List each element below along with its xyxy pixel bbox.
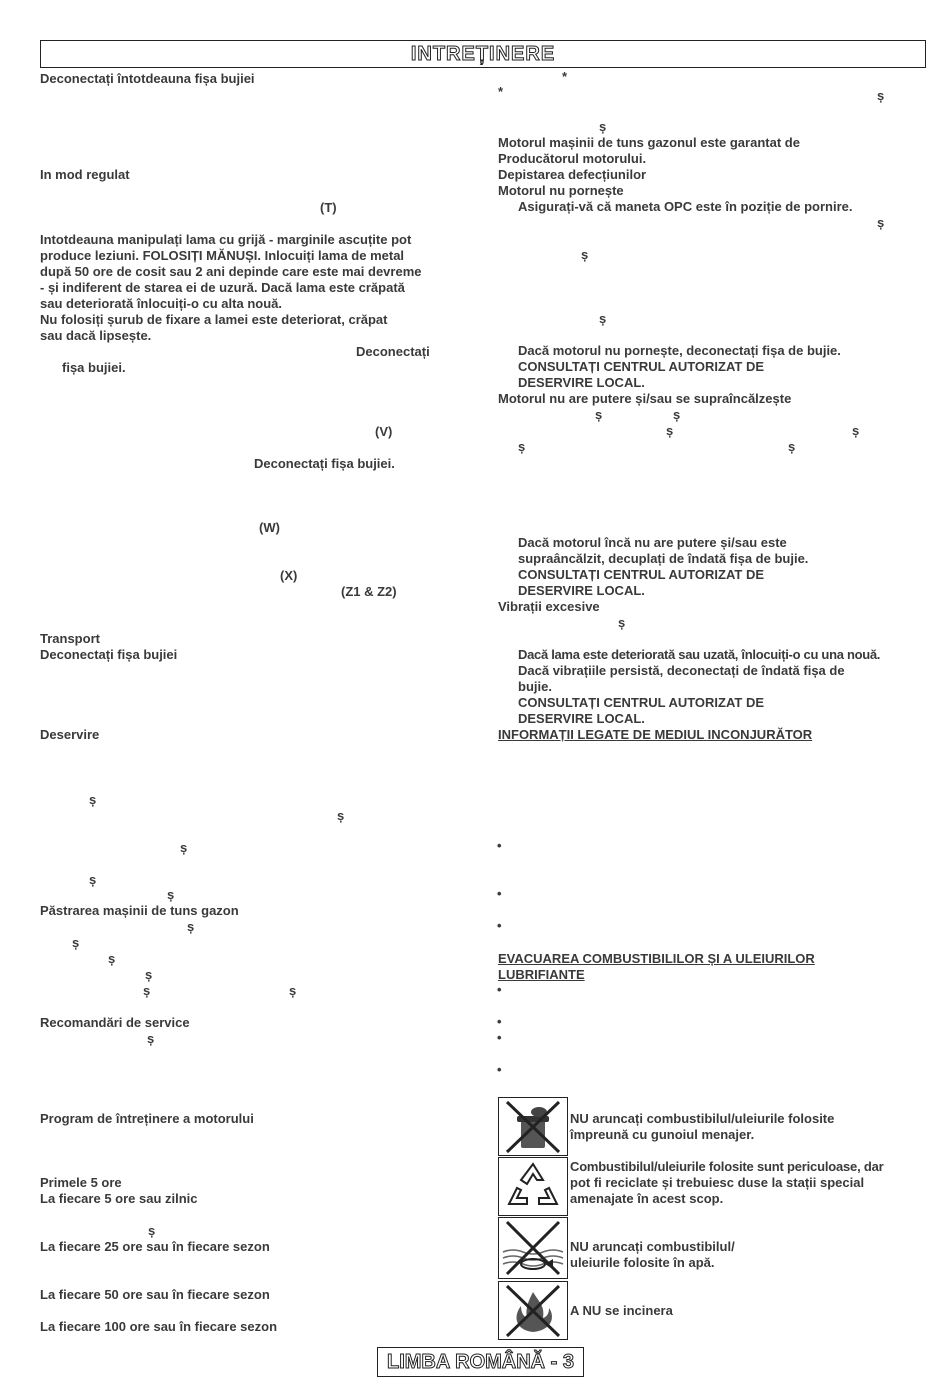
opc-note: Asigurați-vă că maneta OPC este în poziție de pornire. (518, 199, 853, 214)
char-fragment: ș (599, 311, 607, 326)
consult-line-1: CONSULTAȚI CENTRUL AUTORIZAT DE (518, 567, 765, 582)
char-fragment: ș (89, 872, 97, 887)
char-fragment: ș (581, 247, 589, 262)
warning-2-line-3: amenajate în acest scop. (570, 1191, 724, 1206)
no-burning-icon (498, 1281, 568, 1340)
blade-advice: Dacă lama este deteriorată sau uzată, înlocuiți-o cu una nouă. (518, 647, 881, 662)
storage-heading: Păstrarea mașinii de tuns gazon (40, 903, 239, 918)
blade-line: Nu folosiți șurub de fixare a lamei este deteriorat, crăpat (40, 312, 388, 327)
disposal-heading-2: LUBRIFIANTE (498, 967, 585, 982)
char-fragment: ș (148, 1223, 156, 1238)
no-trash-bin-icon (498, 1097, 568, 1156)
disconnect-label: Deconectați (356, 344, 430, 359)
blade-line: Intotdeauna manipulați lama cu grijă - marginile ascuțite pot (40, 232, 412, 247)
char-fragment: ș (877, 215, 885, 230)
char-fragment: ș (788, 439, 796, 454)
no-start-heading: Motorul nu pornește (498, 183, 624, 198)
warranty-line-1: Motorul mașinii de tuns gazonul este garantat de (498, 135, 800, 150)
bullet: • (497, 1014, 502, 1029)
char-fragment: ș (289, 983, 297, 998)
first-5-hours: Primele 5 ore (40, 1175, 122, 1190)
char-fragment: ș (618, 615, 626, 630)
warning-4: A NU se incinera (570, 1303, 673, 1318)
every-50-hours: La fiecare 50 ore sau în fiecare sezon (40, 1287, 270, 1302)
char-fragment: ș (599, 119, 607, 134)
char-fragment: ș (666, 423, 674, 438)
consult-line-1: CONSULTAȚI CENTRUL AUTORIZAT DE (518, 359, 765, 374)
recycle-icon (498, 1157, 568, 1216)
char-fragment: ș (877, 88, 885, 103)
char-fragment: ș (108, 951, 116, 966)
blade-line: produce leziuni. FOLOSIȚI MĂNUȘI. Inlocuiți lama de metal (40, 248, 405, 263)
consult-line-1: CONSULTAȚI CENTRUL AUTORIZAT DE (518, 695, 765, 710)
environment-heading: INFORMAȚII LEGATE DE MEDIUL INCONJURĂTOR (498, 727, 813, 742)
warning-3-line-1: NU aruncați combustibilul/ (570, 1239, 735, 1254)
spark-plug-label: fișa bujiei. (62, 360, 126, 375)
warning-1-line-1: NU aruncați combustibilul/uleiurile folosite (570, 1111, 835, 1126)
warning-3-line-2: uleiurile folosite în apă. (570, 1255, 715, 1270)
footnote-star: * (498, 84, 504, 99)
char-fragment: ș (180, 840, 188, 855)
vibration-advice-1: Dacă vibrațiile persistă, deconectați de îndată fișa de (518, 663, 845, 678)
char-fragment: ș (167, 887, 175, 902)
consult-line-2: DESERVIRE LOCAL. (518, 711, 645, 726)
every-5-hours: La fiecare 5 ore sau zilnic (40, 1191, 198, 1206)
bullet: • (497, 982, 502, 997)
blade-line: după 50 ore de cosit sau 2 ani depinde care este mai devreme (40, 264, 422, 279)
warning-2-line-1: Combustibilul/uleiurile folosite sunt periculoase, dar (570, 1159, 884, 1174)
char-fragment: ș (143, 983, 151, 998)
char-fragment: ș (337, 808, 345, 823)
char-fragment: ș (145, 967, 153, 982)
blade-paragraph (40, 232, 422, 344)
consult-line-2: DESERVIRE LOCAL. (518, 583, 645, 598)
ref-v: (V) (375, 424, 393, 439)
transport-heading: Transport (40, 631, 100, 646)
maintenance-schedule-heading: Program de întreținere a motorului (40, 1111, 254, 1126)
blade-line: - și indiferent de starea ei de uzură. Dacă lama este crăpată (40, 280, 405, 295)
power-advice-2: supraâncălzit, decuplați de îndată fișa de bujie. (518, 551, 809, 566)
disconnect-note-2: Deconectați fișa bujiei. (254, 456, 395, 471)
service-heading: Deservire (40, 727, 100, 742)
char-fragment: ș (673, 407, 681, 422)
no-water-dumping-icon (498, 1217, 568, 1279)
bullet: • (497, 1062, 502, 1077)
power-advice-1: Dacă motorul încă nu are putere și/sau este (518, 535, 787, 550)
ref-x: (X) (280, 568, 298, 583)
regularly-heading: In mod regulat (40, 167, 130, 182)
bullet: • (497, 1030, 502, 1045)
ref-t: (T) (320, 200, 337, 215)
vibration-advice-2: bujie. (518, 679, 552, 694)
disconnect-note: Deconectați întotdeauna fișa bujiei (40, 71, 255, 86)
power-overheat-heading: Motorul nu are putere și/sau se supraîncălzește (498, 391, 792, 406)
char-fragment: ș (72, 935, 80, 950)
disposal-heading-1: EVACUAREA COMBUSTIBILILOR ȘI A ULEIURILOR (498, 951, 815, 966)
bullet: • (497, 886, 502, 901)
char-fragment: ș (147, 1031, 155, 1046)
footnote-star: * (562, 69, 568, 84)
char-fragment: ș (852, 423, 860, 438)
blade-line: sau dacă lipsește. (40, 328, 152, 343)
char-fragment: ș (518, 439, 526, 454)
page-footer: LIMBA ROMÂNĂ - 3 (377, 1347, 584, 1377)
transport-note: Deconectați fișa bujiei (40, 647, 178, 662)
every-100-hours: La fiecare 100 ore sau în fiecare sezon (40, 1319, 278, 1334)
char-fragment: ș (89, 792, 97, 807)
page-title: INTREȚINERE (40, 40, 926, 68)
warranty-line-2: Producătorul motorului. (498, 151, 647, 166)
every-25-hours: La fiecare 25 ore sau în fiecare sezon (40, 1239, 270, 1254)
vibration-heading: Vibrații excesive (498, 599, 600, 614)
bullet: • (497, 918, 502, 933)
no-start-advice: Dacă motorul nu pornește, deconectați fișa de bujie. (518, 343, 841, 358)
consult-line-2: DESERVIRE LOCAL. (518, 375, 645, 390)
warning-1-line-2: împreună cu gunoiul menajer. (570, 1127, 755, 1142)
blade-line: sau deteriorată înlocuiți-o cu alta nouă. (40, 296, 282, 311)
char-fragment: ș (595, 407, 603, 422)
ref-w: (W) (259, 520, 280, 535)
bullet: • (497, 838, 502, 853)
service-recommendations-heading: Recomandări de service (40, 1015, 190, 1030)
char-fragment: ș (187, 919, 195, 934)
troubleshooting-heading: Depistarea defecțiunilor (498, 167, 647, 182)
ref-z: (Z1 & Z2) (341, 584, 397, 599)
warning-2-line-2: pot fi reciclate și trebuiesc duse la stații special (570, 1175, 865, 1190)
